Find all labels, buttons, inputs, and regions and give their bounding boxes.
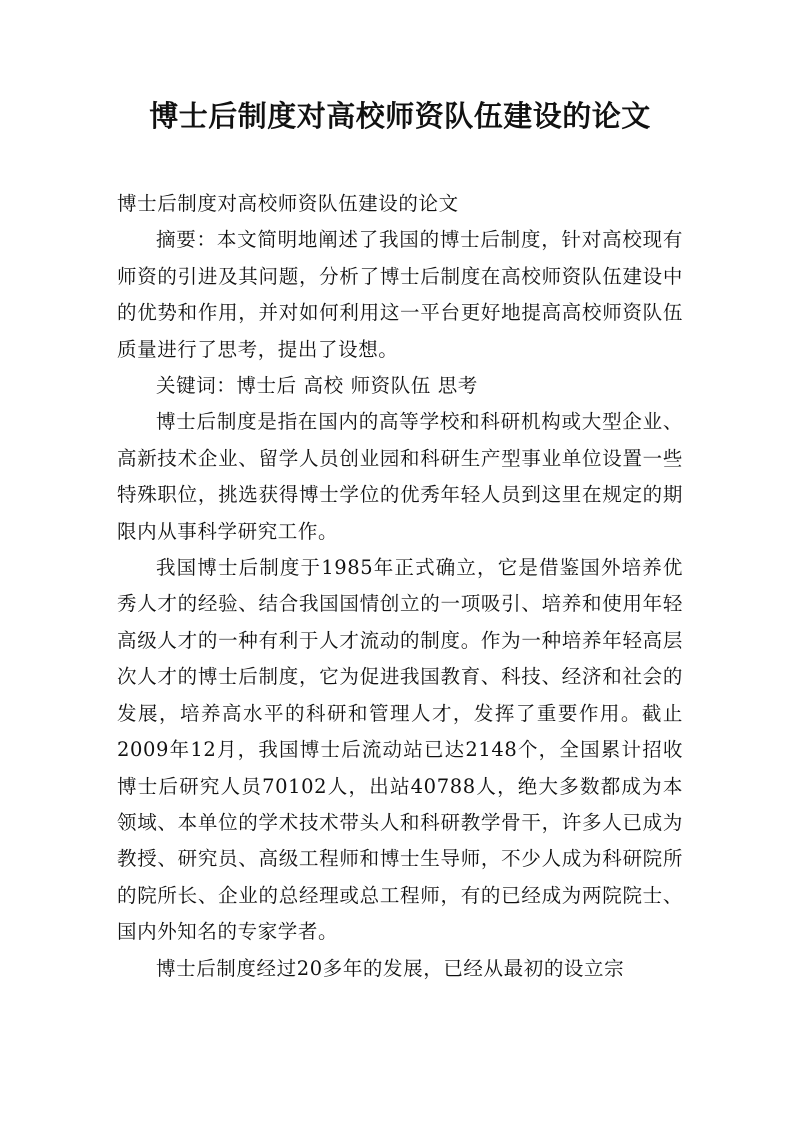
abstract-paragraph: 摘要：本文简明地阐述了我国的博士后制度，针对高校现有师资的引进及其问题，分析了博士后制度在高校师资队伍建设中的优势和作用，并对如何利用这一平台更好地提高高校师资队伍质量进行了思考，提出了设想。 [117,228,683,361]
keywords-paragraph: 关键词：博士后 高校 师资队伍 思考 [156,374,478,398]
body-paragraph: 我国博士后制度于1985年正式确立，它是借鉴国外培养优秀人才的经验、结合我国国情创立的一项吸引、培养和使用年轻高级人才的一种有利于人才流动的制度。作为一种培养年轻高层次人才的博士后制度，它为促进我国教育、科技、经济和社会的发展，培养高水平的科研和管理人才，发挥了重要作用。截止2009年12月，我国博士后流动站已达2148个，全国累计招收博士后研究人员70102人，出站40788人，绝大多数都成为本领域、本单位的学术技术带头人和科研教学骨干，许多人已成为教授、研究员、高级工程师和博士生导师，不少人成为科研院所的院所长、企业的总经理或总工程师，有的已经成为两院院士、国内外知名的专家学者。 [117,556,683,944]
body-paragraph: 博士后制度是指在国内的高等学校和科研机构或大型企业、高新技术企业、留学人员创业园和科研生产型事业单位设置一些特殊职位，挑选获得博士学位的优秀年轻人员到这里在规定的期限内从事科学研究工作。 [117,410,683,543]
document-title: 博士后制度对高校师资队伍建设的论文 [149,99,651,133]
subtitle-paragraph: 博士后制度对高校师资队伍建设的论文 [117,192,459,215]
body-paragraph: 博士后制度经过20多年的发展，已经从最初的设立宗 [156,956,625,980]
document-body [117,186,683,987]
